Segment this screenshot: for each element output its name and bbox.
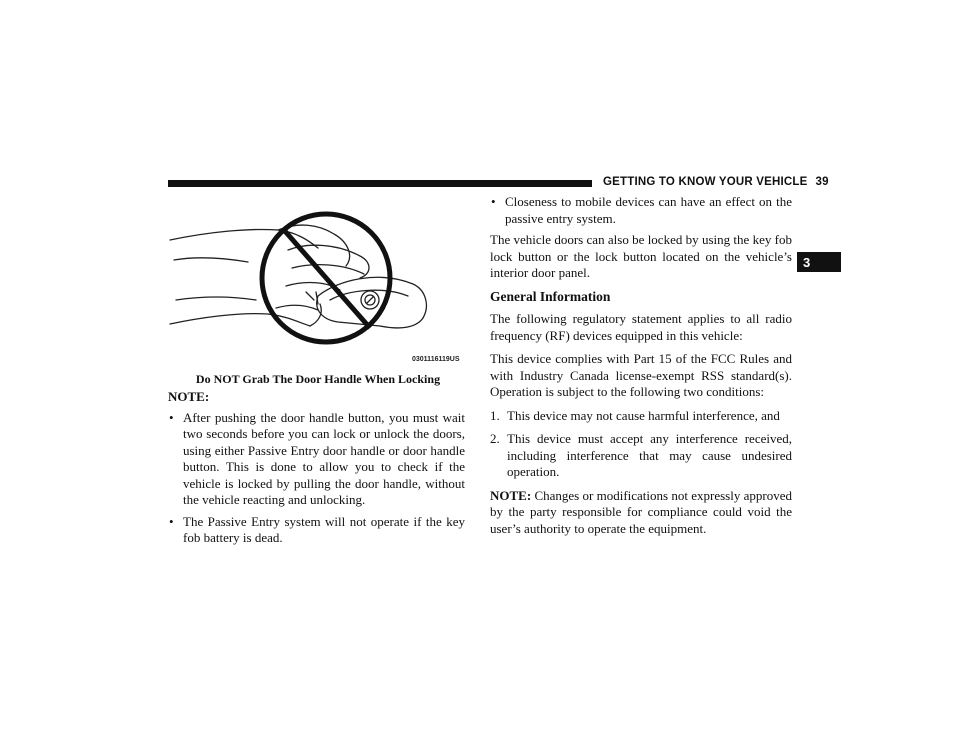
bullet-icon: • — [169, 409, 174, 425]
section-heading: General Information — [490, 288, 611, 304]
door-handle-illustration — [168, 200, 468, 370]
note-text: Changes or modifications not expressly approved by the party responsible for compliance could void the user’s authority to operate the equipment. — [490, 487, 792, 536]
bullet-icon: • — [491, 194, 496, 209]
item-number: 2. — [490, 431, 500, 446]
item-text: This device may not cause harmful interference, and — [507, 407, 780, 423]
list-item — [490, 408, 792, 425]
page-number: 39 — [815, 176, 829, 188]
note-label: NOTE: — [490, 487, 532, 503]
bullet-text: Closeness to mobile devices can have an effect on the passive entry system. — [505, 194, 792, 226]
header-title: GETTING TO KNOW YOUR VEHICLE — [603, 176, 808, 188]
bullet-icon: • — [169, 513, 174, 529]
list-item — [490, 431, 792, 481]
right-column — [490, 194, 792, 544]
item-text: This device must accept any interference received, including interference that may cause undesired operation. — [507, 431, 792, 479]
paragraph-regulatory: The following regulatory statement applies to all radio frequency (RF) devices equipped in this vehicle: — [490, 311, 792, 343]
figure-code: 0301116119US — [412, 356, 460, 363]
item-number: 1. — [490, 407, 500, 423]
list-item — [490, 194, 792, 227]
chapter-tab: 3 — [797, 252, 841, 272]
list-item — [168, 410, 465, 509]
paragraph-fcc: This device complies with Part 15 of the FCC Rules and with Industry Canada license-exempt RSS standard(s). Operation is subject to the following two conditions: — [490, 351, 792, 399]
running-header — [603, 176, 829, 188]
note-paragraph — [490, 488, 792, 538]
paragraph-door-lock: The vehicle doors can also be locked by using the key fob lock button or the lock button located on the vehicle’s interior door panel. — [490, 232, 792, 280]
note-heading: NOTE: — [168, 389, 210, 404]
bullet-text: After pushing the door handle button, you must wait two seconds before you can lock or unlock the doors, using either Passive Entry door handle or door handle button. This is done to allow you to check if the vehicle is locked by pulling the door handle, without the vehicle reacting and unlocking. — [183, 409, 465, 507]
figure-caption: Do NOT Grab The Door Handle When Locking — [195, 372, 441, 386]
header-bar — [168, 180, 592, 187]
left-column — [168, 389, 465, 552]
bullet-text: The Passive Entry system will not operate if the key fob battery is dead. — [183, 513, 465, 545]
list-item — [168, 514, 465, 547]
